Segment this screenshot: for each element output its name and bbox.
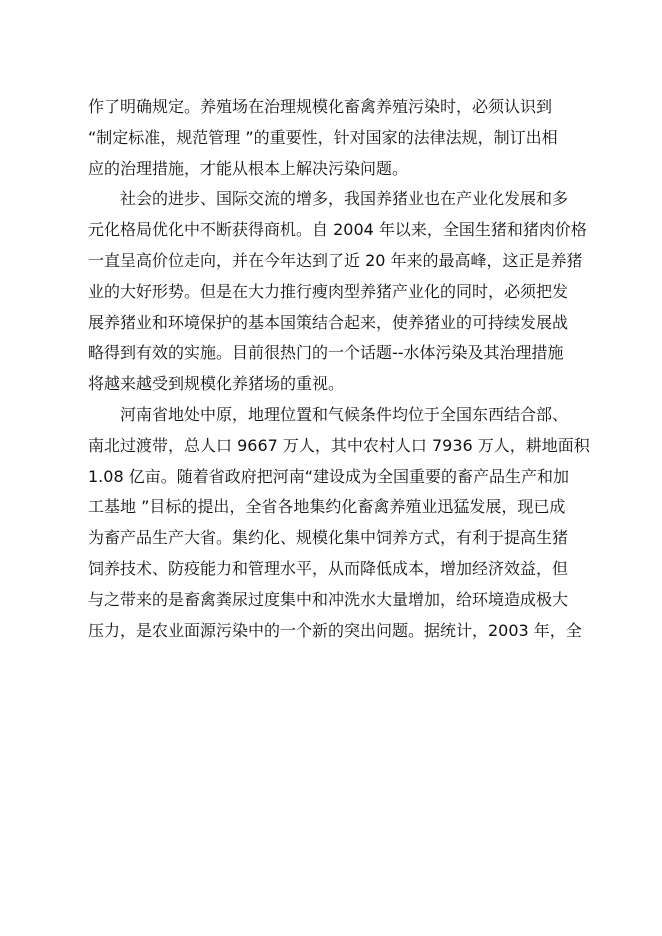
- paragraph-3-line-8: 压力，是农业面源污染中的一个新的突出问题。据统计，2003 年，全: [88, 620, 582, 640]
- paragraph-1-line-3: 应的治理措施，才能从根本上解决污染问题。: [88, 158, 409, 178]
- paragraph-2-line-3: 一直呈高价位走向，并在今年达到了近 20 年来的最高峰，这正是养猪: [88, 250, 583, 270]
- paragraph-3-line-3: 1.08 亿亩。随着省政府把河南“建设成为全国重要的畜产品生产和加: [88, 466, 570, 486]
- paragraph-1-line-2: “制定标准，规范管理 ”的重要性，针对国家的法律法规，制订出相: [88, 127, 558, 147]
- paragraph-2-line-2: 元化格局优化中不断获得商机。自 2004 年以来，全国生猪和猪肉价格: [88, 220, 587, 240]
- paragraph-2-line-1: 社会的进步、国际交流的增多，我国养猪业也在产业化发展和多: [120, 189, 569, 209]
- paragraph-3-line-5: 为畜产品生产大省。集约化、规模化集中饲养方式，有利于提高生猪: [88, 528, 569, 548]
- paragraph-2-line-6: 略得到有效的实施。目前很热门的一个话题--水体污染及其治理措施: [88, 343, 564, 363]
- paragraph-3-line-2: 南北过渡带，总人口 9667 万人，其中农村人口 7936 万人，耕地面积: [88, 435, 590, 455]
- paragraph-1-line-1: 作了明确规定。养殖场在治理规模化畜禽养殖污染时，必须认识到: [88, 97, 553, 116]
- paragraph-3-line-6: 饲养技术、防疫能力和管理水平，从而降低成本，增加经济效益，但: [88, 558, 569, 578]
- body-text: [88, 92, 590, 646]
- paragraph-3-line-4: 工基地 ”目标的提出，全省各地集约化畜禽养殖业迅猛发展，现已成: [88, 497, 566, 517]
- paragraph-2-line-5: 展养猪业和环境保护的基本国策结合起来，使养猪业的可持续发展战: [88, 312, 569, 332]
- paragraph-2-line-4: 业的大好形势。但是在大力推行瘦肉型养猪产业化的同时，必须把发: [88, 281, 569, 301]
- paragraph-3-line-1: 河南省地处中原，地理位置和气候条件均位于全国东西结合部、: [120, 404, 569, 424]
- paragraph-2-line-7: 将越来越受到规模化养猪场的重视。: [88, 374, 345, 394]
- paragraph-3-line-7: 与之带来的是畜禽粪尿过度集中和冲洗水大量增加，给环境造成极大: [88, 589, 569, 609]
